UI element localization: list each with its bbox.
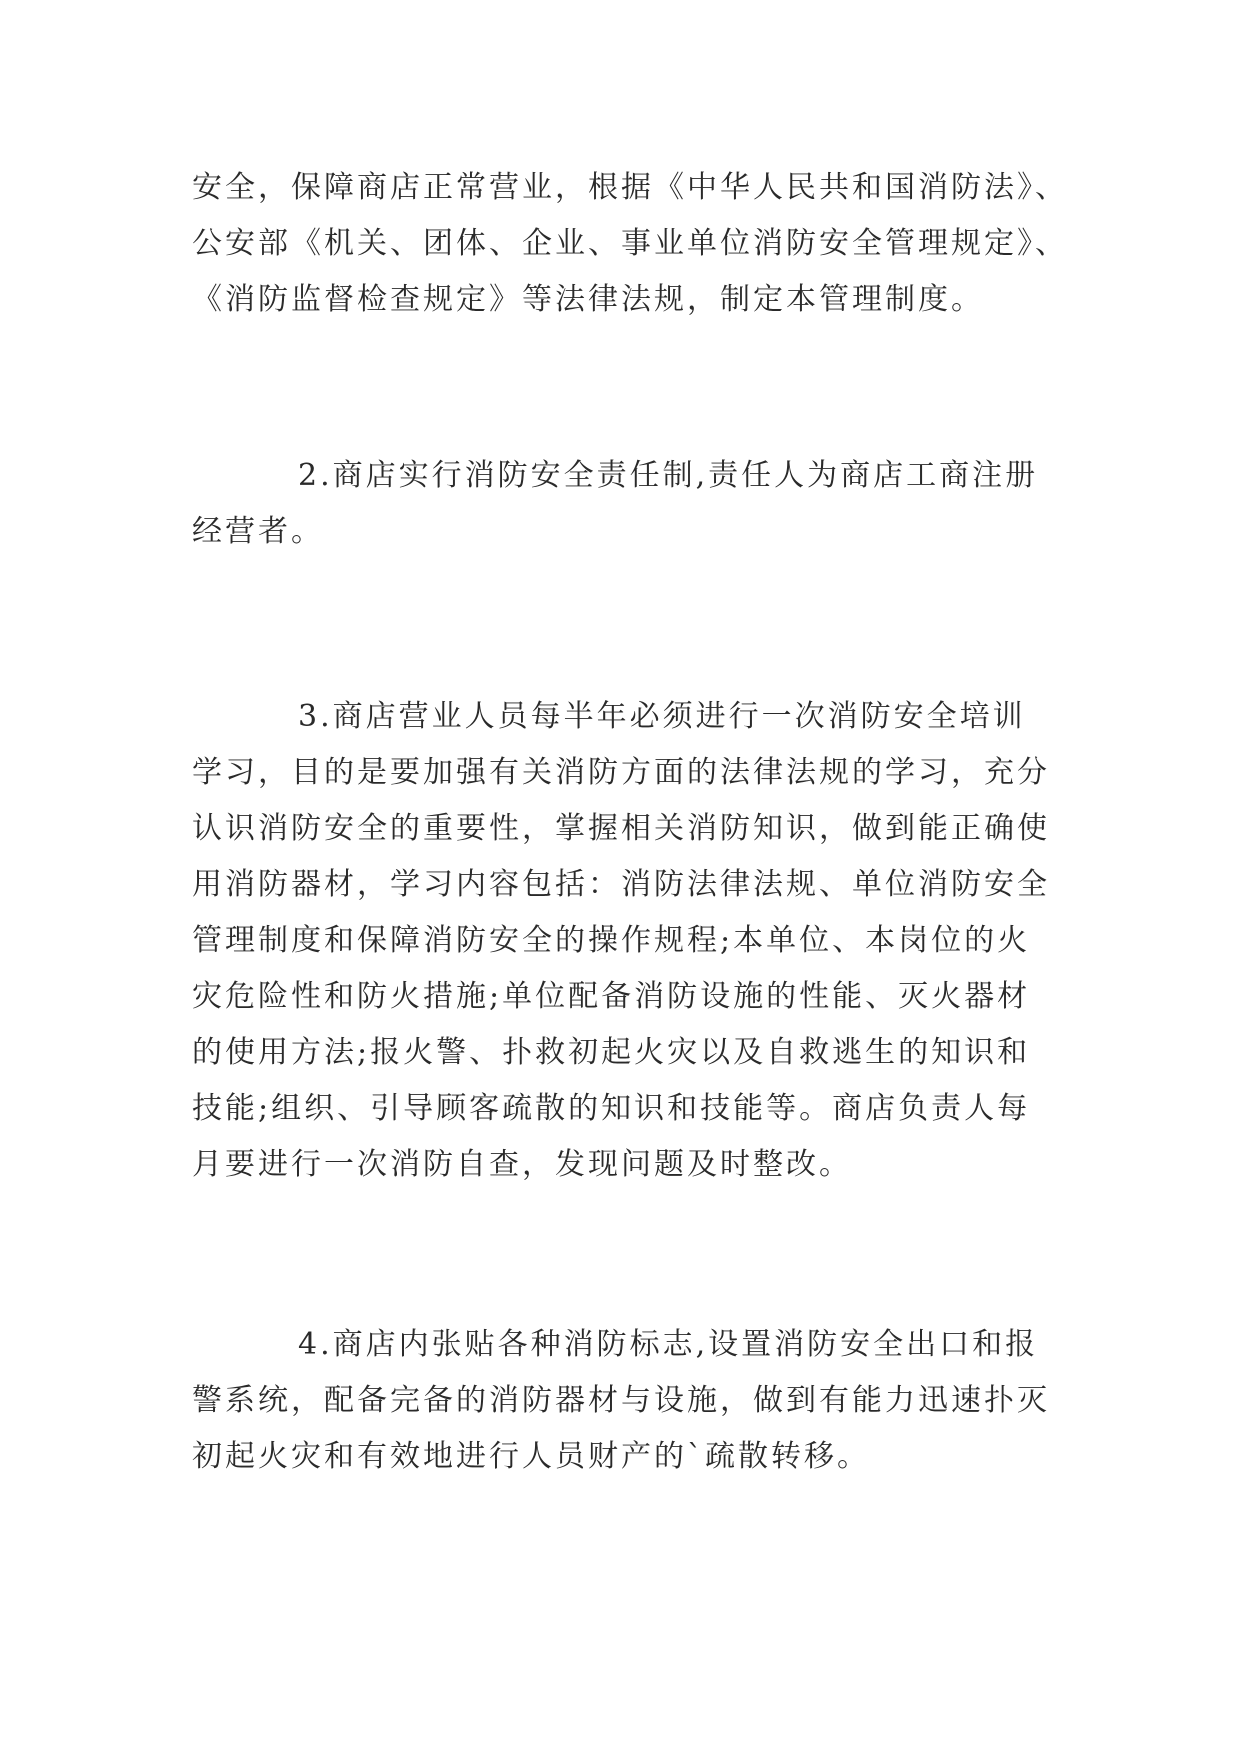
text-line: 的使用方法;报火警、扑救初起火灾以及自救逃生的知识和 — [192, 1035, 1031, 1070]
text-line: 警系统，配备完备的消防器材与设施，做到有能力迅速扑灭 — [192, 1383, 1050, 1418]
paragraph-item-2 — [192, 448, 1072, 560]
text-line: 经营者。 — [192, 514, 324, 549]
text-line: 用消防器材，学习内容包括：消防法律法规、单位消防安全 — [192, 867, 1050, 902]
text-line: 2.商店实行消防安全责任制,责任人为商店工商注册 — [298, 458, 1039, 493]
text-line: 技能;组织、引导顾客疏散的知识和技能等。商店负责人每 — [192, 1091, 1031, 1126]
text-line: 学习，目的是要加强有关消防方面的法律法规的学习，充分 — [192, 755, 1050, 790]
text-line: 认识消防安全的重要性，掌握相关消防知识，做到能正确使 — [192, 811, 1050, 846]
text-line: 灾危险性和防火措施;单位配备消防设施的性能、灭火器材 — [192, 979, 1031, 1014]
text-line: 管理制度和保障消防安全的操作规程;本单位、本岗位的火 — [192, 923, 1031, 958]
text-line: 初起火灾和有效地进行人员财产的`疏散转移。 — [192, 1439, 870, 1474]
paragraph-intro — [192, 160, 1072, 328]
text-line: 3.商店营业人员每半年必须进行一次消防安全培训 — [298, 699, 1026, 734]
text-line: 安全，保障商店正常营业，根据《中华人民共和国消防法》、 — [192, 170, 1068, 205]
text-line: 4.商店内张贴各种消防标志,设置消防安全出口和报 — [298, 1327, 1039, 1362]
paragraph-item-4 — [192, 1317, 1072, 1485]
text-line: 月要进行一次消防自查，发现问题及时整改。 — [192, 1147, 852, 1182]
paragraph-item-3 — [192, 689, 1072, 1193]
text-line: 公安部《机关、团体、企业、事业单位消防安全管理规定》、 — [192, 226, 1068, 261]
text-line: 《消防监督检查规定》等法律法规，制定本管理制度。 — [192, 282, 984, 317]
